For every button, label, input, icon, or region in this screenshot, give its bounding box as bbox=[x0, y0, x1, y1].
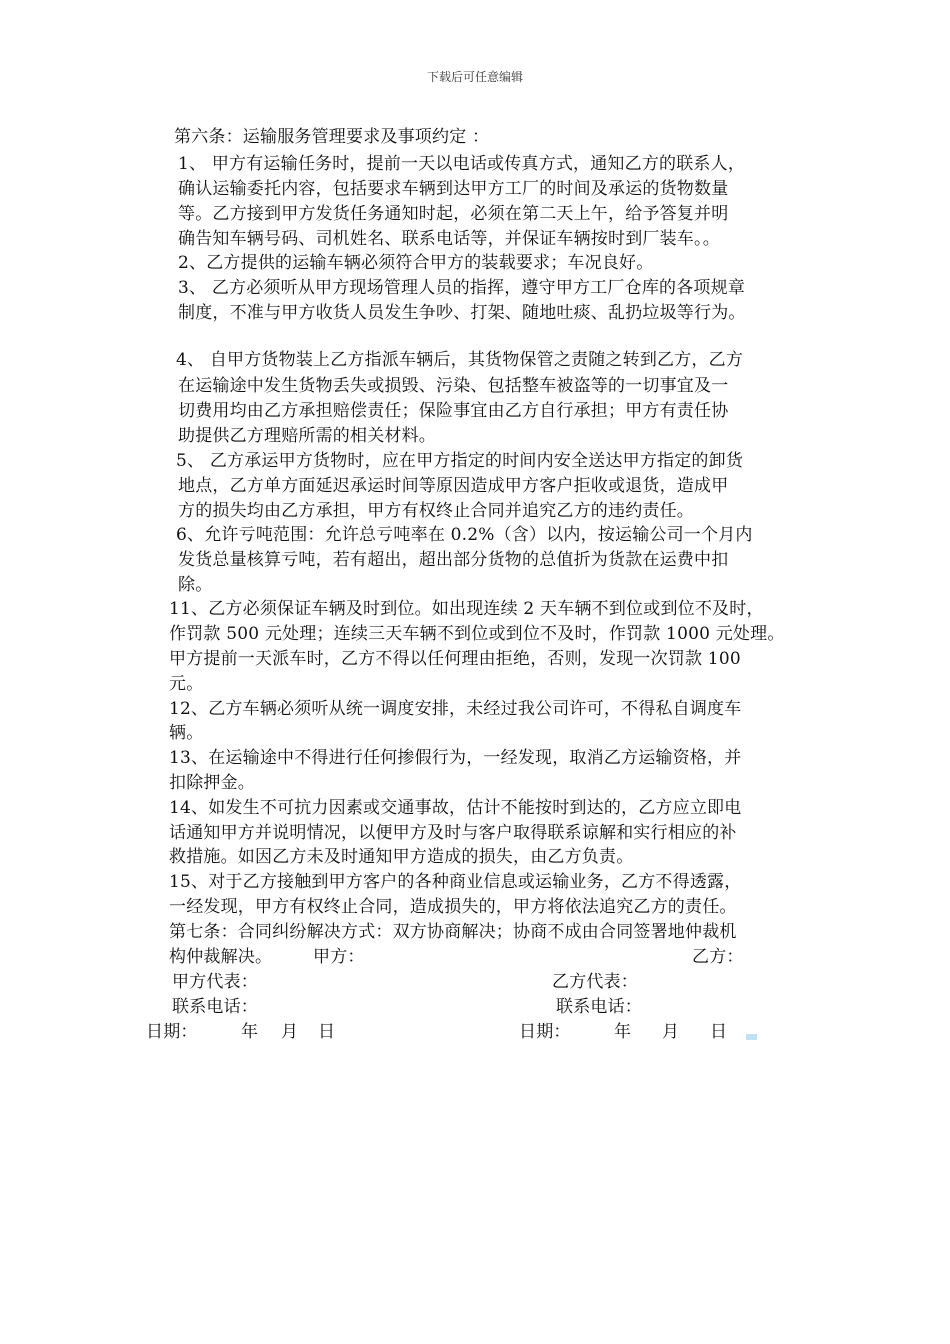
text-line: 除。 bbox=[178, 575, 213, 595]
text-line: 作罚款 500 元处理；连续三天车辆不到位或到位不及时，作罚款 1000 元处理。 bbox=[169, 624, 785, 644]
party-b-phone-label: 联系电话： bbox=[556, 997, 642, 1017]
text-line: 4、 自甲方货物装上乙方指派车辆后，其货物保管之责随之转到乙方，乙方 bbox=[176, 350, 744, 370]
text-line: 方的损失均由乙方承担，甲方有权终止合同并追究乙方的违约责任。 bbox=[178, 501, 694, 521]
text-line: 地点，乙方单方面延迟承运时间等原因造成甲方客户拒收或退货，造成甲 bbox=[178, 476, 729, 496]
text-line: 确认运输委托内容，包括要求车辆到达甲方工厂的时间及承运的货物数量 bbox=[178, 179, 729, 199]
party-a-date-label: 日期： bbox=[146, 1022, 198, 1042]
party-a-date-month: 月 bbox=[281, 1022, 299, 1042]
text-line: 等。乙方接到甲方发货任务通知时起，必须在第二天上午，给予答复并明 bbox=[178, 204, 729, 224]
party-b-date-month: 月 bbox=[662, 1022, 680, 1042]
text-line: 甲方提前一天派车时，乙方不得以任何理由拒绝，否则，发现一次罚款 100 bbox=[169, 649, 741, 669]
highlight-mark bbox=[746, 1034, 757, 1040]
text-line: 第七条：合同纠纷解决方式：双方协商解决；协商不成由合同签署地仲裁机 bbox=[169, 922, 737, 942]
party-a-rep-label: 甲方代表： bbox=[172, 972, 258, 992]
party-b-rep-label: 乙方代表： bbox=[552, 972, 638, 992]
party-b-date-day: 日 bbox=[710, 1022, 728, 1042]
text-line: 助提供乙方理赔所需的相关材料。 bbox=[178, 426, 436, 446]
text-line: 12、乙方车辆必须听从统一调度安排，未经过我公司许可，不得私自调度车 bbox=[169, 699, 742, 719]
text-line: 15、对于乙方接触到甲方客户的各种商业信息或运输业务，乙方不得透露， bbox=[169, 872, 742, 892]
text-line: 2、乙方提供的运输车辆必须符合甲方的装载要求；车况良好。 bbox=[178, 253, 654, 273]
text-line: 一经发现，甲方有权终止合同，造成损失的，甲方将依法追究乙方的责任。 bbox=[169, 897, 737, 917]
text-line: 辆。 bbox=[169, 723, 204, 743]
text-line: 制度，不准与甲方收货人员发生争吵、打架、随地吐痰、乱扔垃圾等行为。 bbox=[178, 303, 746, 323]
text-line: 3、 乙方必须听从甲方现场管理人员的指挥，遵守甲方工厂仓库的各项规章 bbox=[178, 278, 746, 298]
text-line: 1、 甲方有运输任务时，提前一天以电话或传真方式，通知乙方的联系人， bbox=[178, 154, 746, 174]
party-b-date-label: 日期： bbox=[519, 1022, 571, 1042]
text-line: 确告知车辆号码、司机姓名、联系电话等，并保证车辆按时到厂装车。。 bbox=[178, 229, 720, 249]
party-b-label: 乙方： bbox=[692, 947, 744, 967]
text-line: 11、乙方必须保证车辆及时到位。如出现连续 2 天车辆不到位或到位不及时， bbox=[169, 599, 764, 619]
text-line: 切费用均由乙方承担赔偿责任；保险事宜由乙方自行承担；甲方有责任协 bbox=[178, 401, 729, 421]
text-line: 13、在运输途中不得进行任何掺假行为，一经发现，取消乙方运输资格，并 bbox=[169, 748, 742, 768]
party-a-date-year: 年 bbox=[241, 1022, 259, 1042]
party-a-date-day: 日 bbox=[318, 1022, 336, 1042]
text-line: 5、 乙方承运甲方货物时，应在甲方指定的时间内安全送达甲方指定的卸货 bbox=[176, 451, 744, 471]
page-header: 下载后可任意编辑 bbox=[426, 70, 523, 84]
text-line: 6、允许亏吨范围：允许总亏吨率在 0.2%（含）以内，按运输公司一个月内 bbox=[176, 525, 753, 545]
text-line: 话通知甲方并说明情况，以便甲方及时与客户取得联系谅解和实行相应的补 bbox=[169, 823, 737, 843]
text-line: 第六条：运输服务管理要求及事项约定 ： bbox=[174, 127, 490, 147]
text-line: 构仲裁解决。 bbox=[169, 947, 273, 967]
party-b-date-year: 年 bbox=[614, 1022, 632, 1042]
text-line: 元。 bbox=[169, 674, 204, 694]
party-a-phone-label: 联系电话： bbox=[172, 997, 258, 1017]
text-line: 救措施。如因乙方未及时通知甲方造成的损失，由乙方负责。 bbox=[169, 847, 634, 867]
party-a-label: 甲方： bbox=[313, 947, 365, 967]
text-line: 14、如发生不可抗力因素或交通事故，估计不能按时到达的，乙方应立即电 bbox=[169, 798, 742, 818]
text-line: 扣除押金。 bbox=[169, 773, 255, 793]
text-line: 在运输途中发生货物丢失或损毁、污染、包括整车被盗等的一切事宜及一 bbox=[178, 376, 729, 396]
text-line: 发货总量核算亏吨，若有超出，超出部分货物的总值折为货款在运费中扣 bbox=[178, 550, 729, 570]
